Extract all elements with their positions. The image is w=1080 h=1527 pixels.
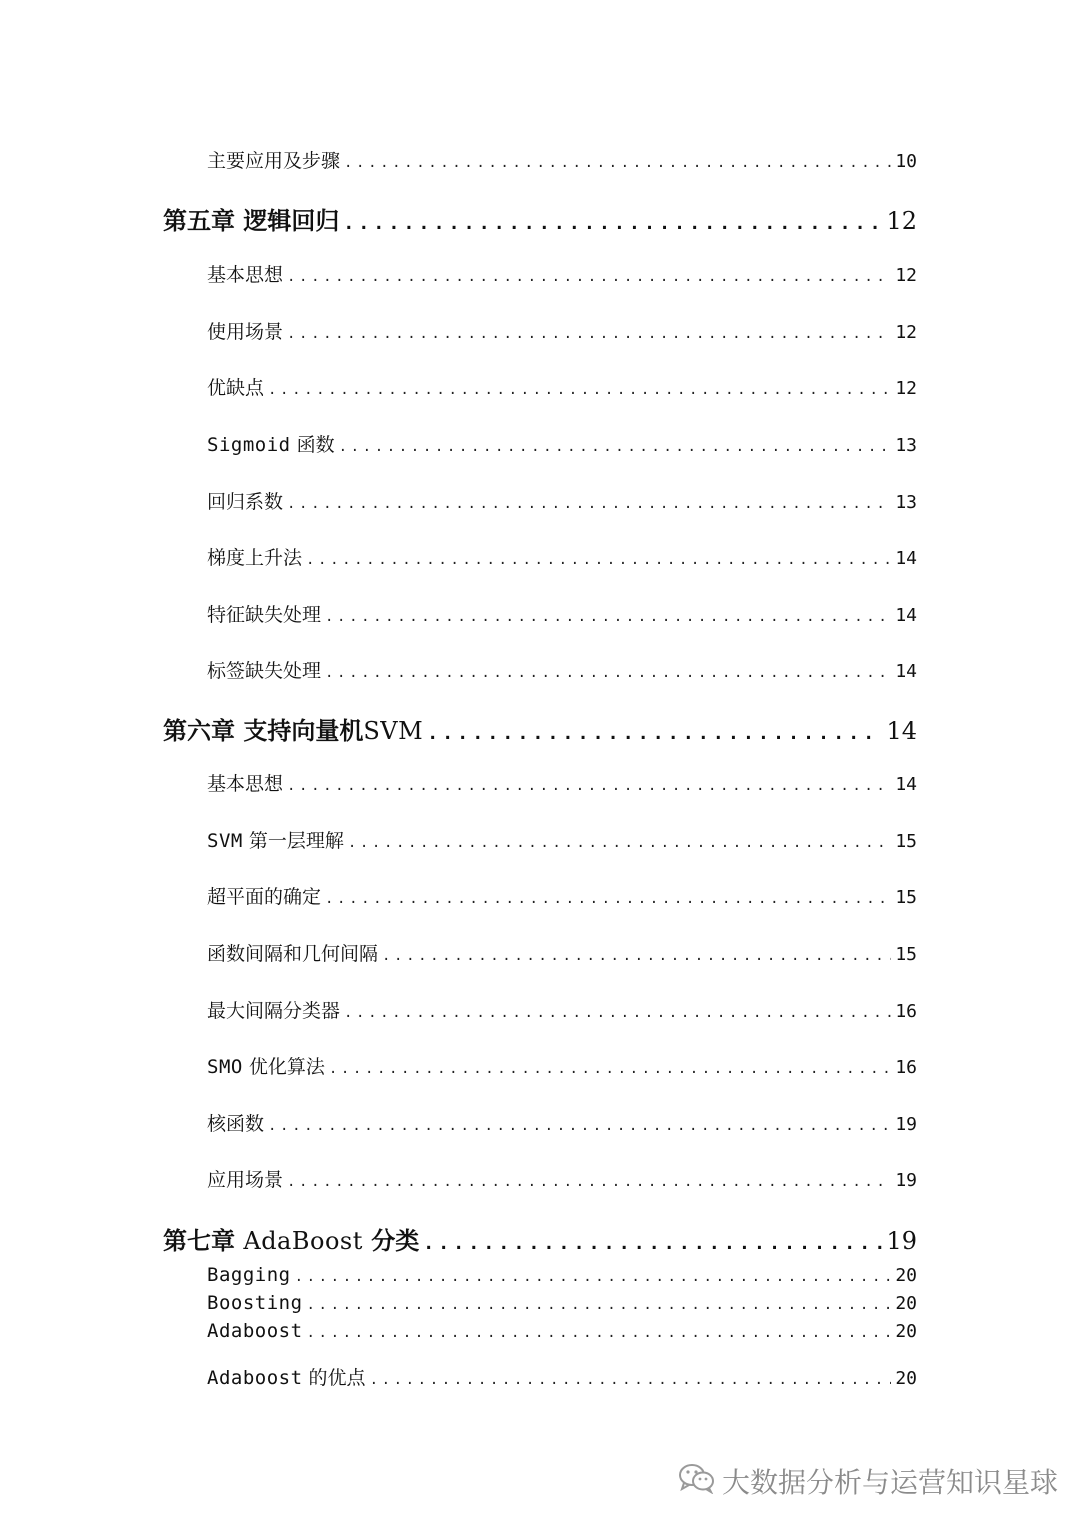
toc-entry-title: SMO 优化算法 — [207, 1056, 325, 1078]
toc-entry-title: Boosting — [207, 1292, 303, 1314]
toc-entry[interactable] — [207, 996, 917, 1023]
toc-entry-title: SVM 第一层理解 — [207, 830, 344, 852]
toc-entry-title: 回归系数 — [207, 491, 284, 513]
toc-entry-title: 应用场景 — [207, 1169, 284, 1191]
toc-entry[interactable] — [207, 656, 917, 683]
dot-leader — [287, 326, 891, 342]
toc-entry[interactable] — [207, 543, 917, 570]
toc-page-number: 13 — [895, 492, 917, 513]
toc-entry[interactable] — [207, 1292, 917, 1314]
toc-entry[interactable] — [207, 1264, 917, 1286]
dot-leader — [295, 1269, 892, 1285]
dot-leader — [344, 1005, 891, 1021]
toc-entry[interactable] — [207, 260, 917, 287]
toc-entry-title: 优缺点 — [207, 377, 265, 399]
toc-entry[interactable] — [207, 769, 917, 796]
toc-page-number: 20 — [895, 1368, 917, 1389]
toc-page-number: 14 — [895, 605, 917, 626]
toc-chapter-entry[interactable] — [163, 201, 917, 236]
toc-entry-title: 主要应用及步骤 — [207, 150, 341, 172]
toc-entry[interactable] — [207, 939, 917, 966]
toc-entry-title: 函数间隔和几何间隔 — [207, 943, 379, 965]
toc-chapter-entry[interactable] — [163, 711, 917, 746]
toc-entry[interactable] — [207, 1109, 917, 1136]
toc-page-number: 20 — [895, 1293, 917, 1314]
dot-leader — [423, 1233, 882, 1254]
dot-leader — [348, 835, 891, 851]
dot-leader — [370, 1372, 892, 1388]
toc-page-number: 13 — [895, 435, 917, 456]
toc-entry-title: Adaboost — [207, 1320, 303, 1342]
toc-entry[interactable] — [207, 1363, 917, 1390]
toc-entry-title: 核函数 — [207, 1113, 265, 1135]
toc-page-number: 12 — [895, 265, 917, 286]
toc-entry-title: 最大间隔分类器 — [207, 1000, 341, 1022]
toc-page-number: 15 — [895, 887, 917, 908]
dot-leader — [268, 1118, 891, 1134]
dot-leader — [325, 665, 891, 681]
toc-entry-title: 梯度上升法 — [207, 547, 303, 569]
dot-leader — [329, 1061, 891, 1077]
toc-page-number: 19 — [895, 1170, 917, 1191]
toc-page-number: 16 — [895, 1001, 917, 1022]
toc-entry[interactable] — [207, 1165, 917, 1192]
dot-leader — [307, 1325, 892, 1341]
dot-leader — [307, 1297, 892, 1313]
toc-page-number: 12 — [895, 378, 917, 399]
toc-page-number: 14 — [895, 548, 917, 569]
toc-page-number: 14 — [895, 661, 917, 682]
dot-leader — [287, 1174, 891, 1190]
toc-page-number: 19 — [895, 1114, 917, 1135]
toc-page-number: 16 — [895, 1057, 917, 1078]
dot-leader — [325, 891, 891, 907]
toc-entry[interactable] — [207, 882, 917, 909]
toc-entry-title: 超平面的确定 — [207, 886, 322, 908]
dot-leader — [382, 948, 891, 964]
toc-entry-title: 特征缺失处理 — [207, 604, 322, 626]
toc-page-number: 20 — [895, 1265, 917, 1286]
toc-entry[interactable] — [207, 146, 917, 173]
dot-leader — [325, 609, 891, 625]
toc-entry-title: Adaboost 的优点 — [207, 1367, 366, 1389]
toc-entry[interactable] — [207, 373, 917, 400]
wechat-icon — [678, 1462, 722, 1501]
toc-chapter-title: 第五章 逻辑回归 — [163, 207, 340, 235]
toc-entry[interactable] — [207, 600, 917, 627]
toc-chapter-entry[interactable] — [163, 1221, 917, 1256]
toc-entry-title: 基本思想 — [207, 264, 284, 286]
toc-entry-title: 标签缺失处理 — [207, 660, 322, 682]
toc-page-number: 20 — [895, 1321, 917, 1342]
toc-entry-title: Sigmoid 函数 — [207, 434, 335, 456]
toc-page-number: 12 — [886, 207, 917, 235]
toc-entry-title: 使用场景 — [207, 321, 284, 343]
dot-leader — [268, 382, 891, 398]
dot-leader — [287, 496, 891, 512]
toc-chapter-title: 第六章 支持向量机SVM — [163, 717, 424, 745]
toc-entry-title: 基本思想 — [207, 773, 284, 795]
toc-entry[interactable] — [207, 1052, 917, 1079]
dot-leader — [343, 213, 882, 234]
dot-leader — [427, 723, 882, 744]
toc-page-number: 19 — [886, 1227, 917, 1255]
toc-page-number: 12 — [895, 322, 917, 343]
toc-entry-title: Bagging — [207, 1264, 291, 1286]
dot-leader — [344, 155, 891, 171]
dot-leader — [287, 778, 891, 794]
dot-leader — [339, 439, 892, 455]
toc-chapter-title: 第七章 AdaBoost 分类 — [163, 1227, 420, 1255]
toc-page-number: 14 — [886, 717, 917, 745]
toc-entry[interactable] — [207, 487, 917, 514]
toc-entry[interactable] — [207, 1320, 917, 1342]
toc-page-number: 15 — [895, 944, 917, 965]
toc-entry[interactable] — [207, 430, 917, 457]
dot-leader — [306, 552, 891, 568]
watermark-text: 大数据分析与运营知识星球 — [722, 1466, 1059, 1499]
toc-page-number: 10 — [895, 151, 917, 172]
toc-page-number: 14 — [895, 774, 917, 795]
toc-entry[interactable] — [207, 317, 917, 344]
watermark — [678, 1461, 1058, 1501]
dot-leader — [287, 269, 891, 285]
toc-entry[interactable] — [207, 826, 917, 853]
toc-page-number: 15 — [895, 831, 917, 852]
